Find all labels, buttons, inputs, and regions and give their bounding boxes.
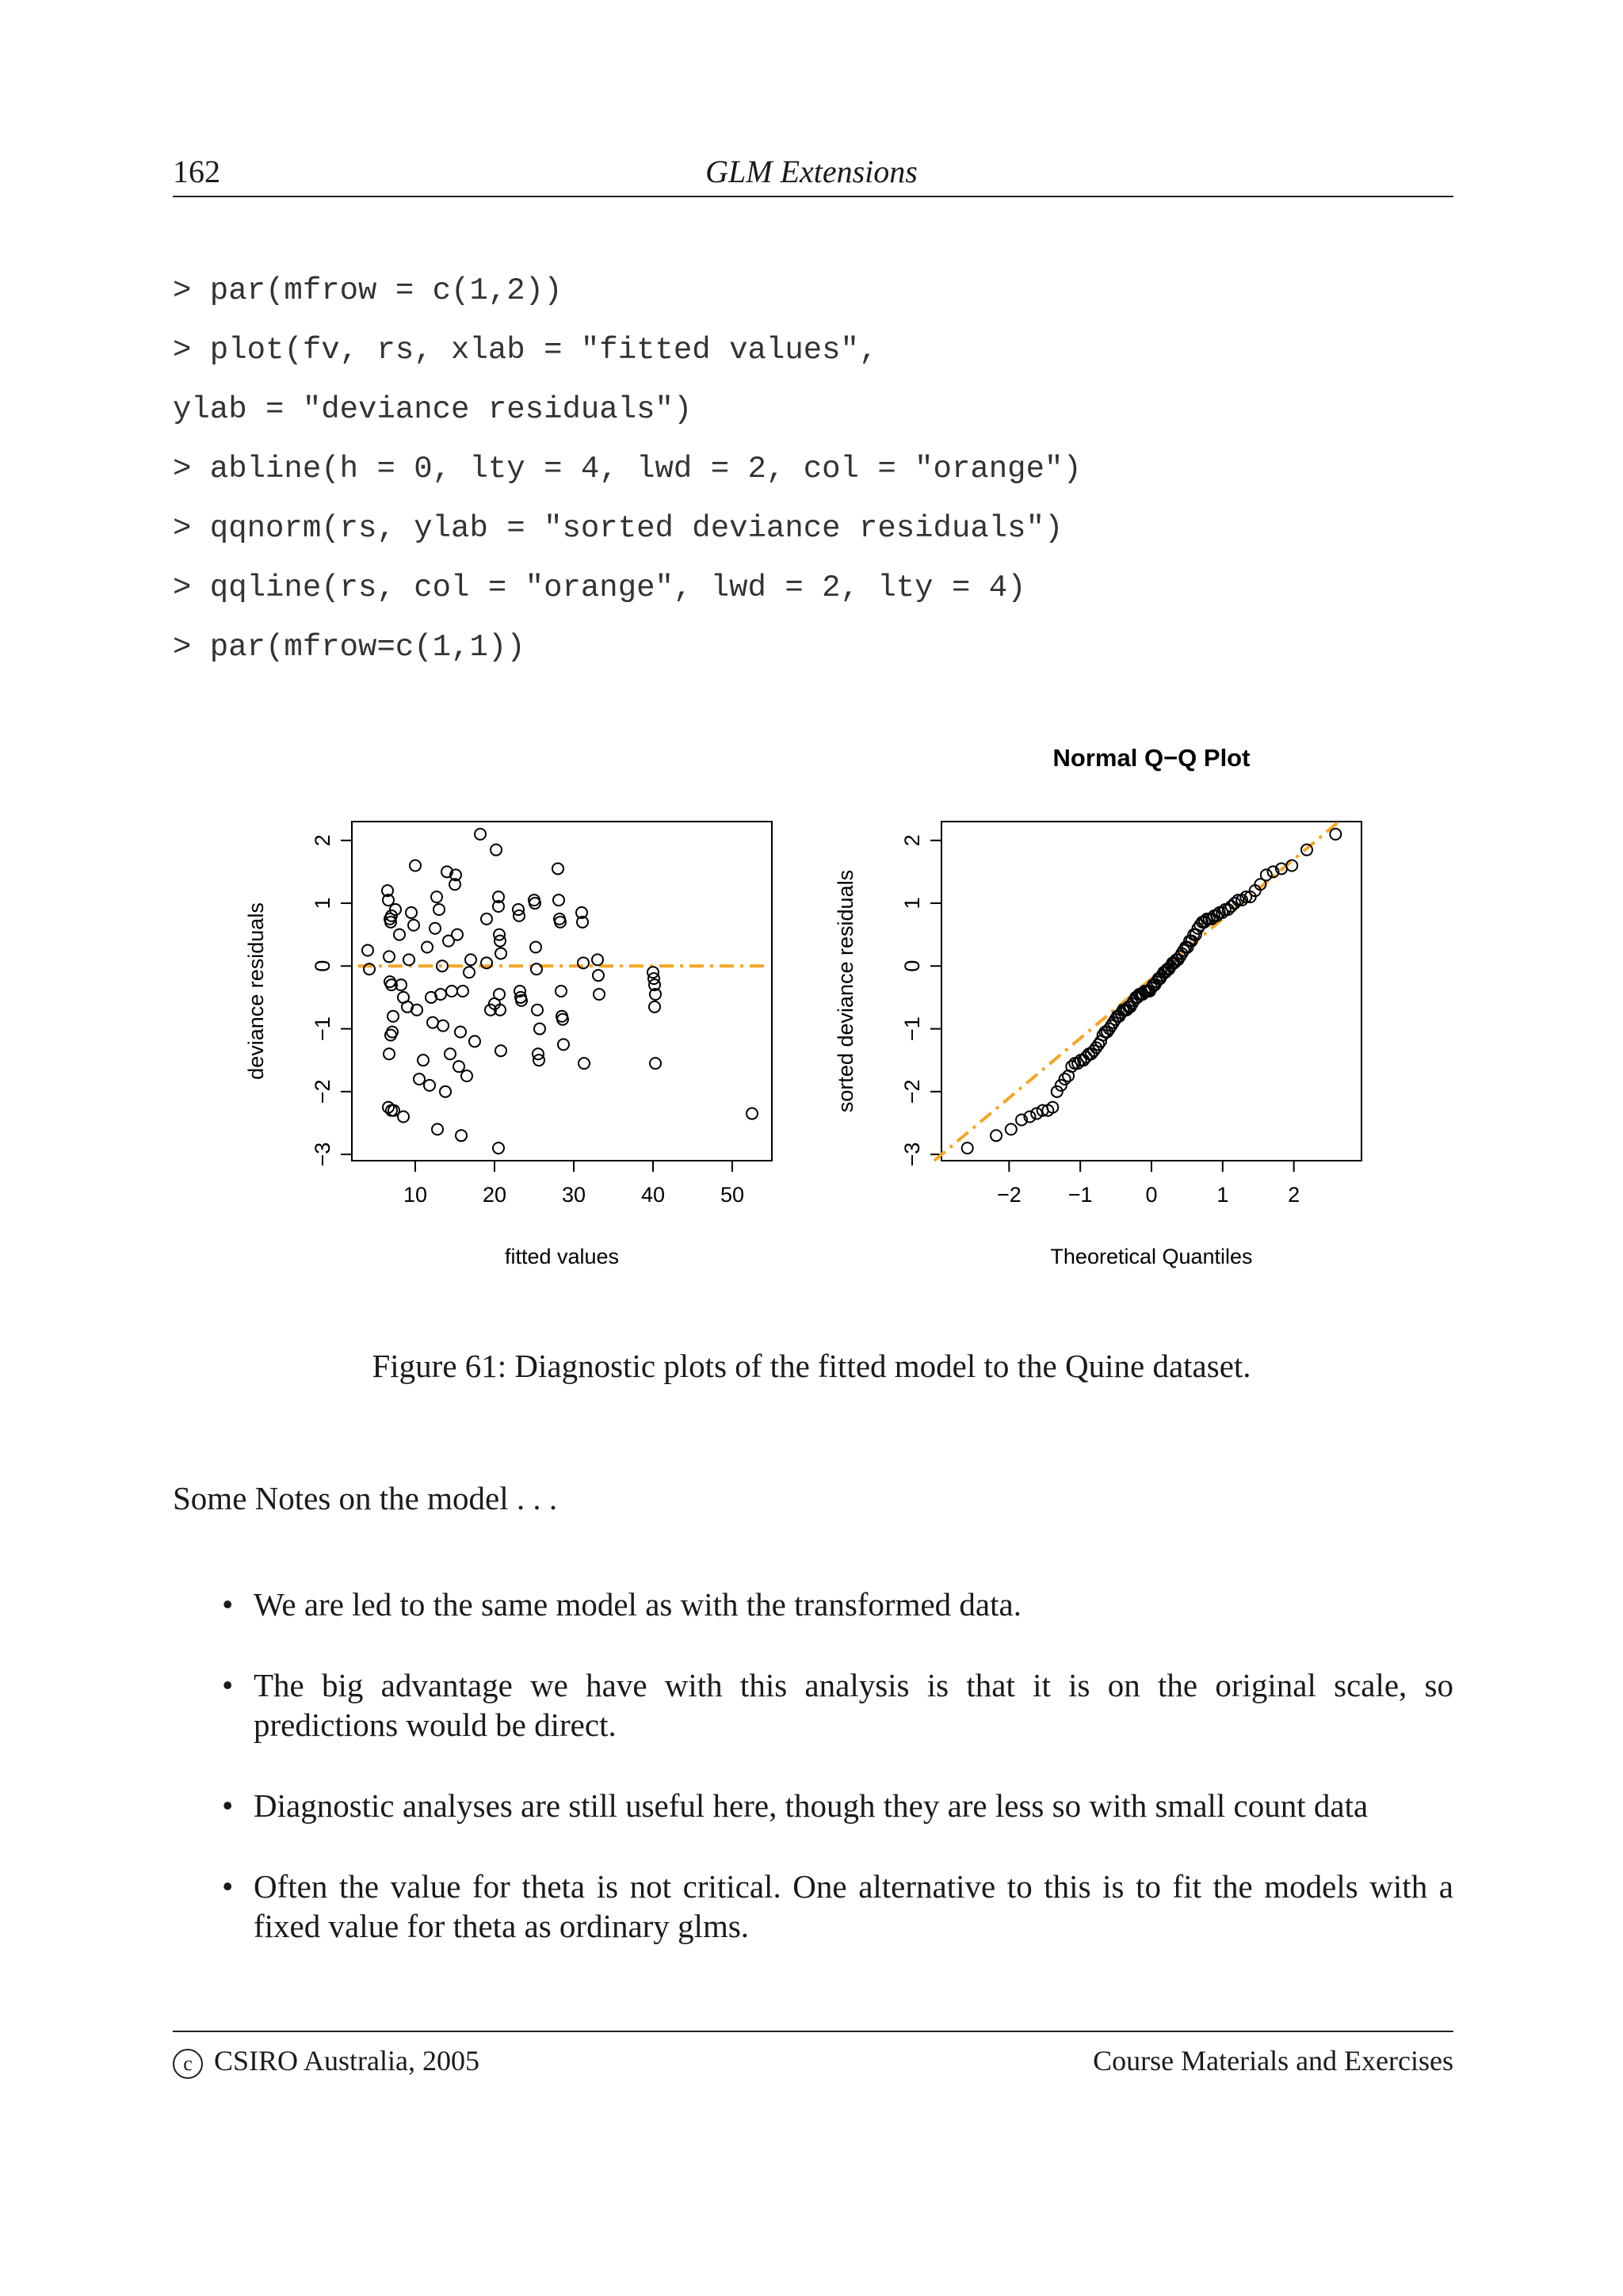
- data-point: [531, 963, 542, 974]
- data-point: [475, 829, 486, 840]
- right-points: [962, 829, 1342, 1154]
- data-point: [495, 1045, 506, 1056]
- data-point: [469, 1035, 480, 1047]
- y-tick-label: 2: [311, 834, 334, 847]
- data-point: [430, 923, 441, 934]
- notes-intro: Some Notes on the model . . .: [173, 1480, 558, 1516]
- bullet-icon: •: [222, 1586, 234, 1623]
- data-point: [553, 894, 564, 906]
- right-y-axis-label: sorted deviance residuals: [834, 869, 857, 1113]
- data-point: [457, 986, 468, 997]
- left-y-axis-label: deviance residuals: [244, 902, 268, 1080]
- residuals-vs-fitted-plot: [244, 822, 772, 1268]
- data-point: [493, 1142, 504, 1154]
- code-line: > plot(fv, rs, xlab = "fitted values",: [173, 333, 878, 368]
- list-item-text: We are led to the same model as with the transformed data.: [254, 1586, 1022, 1623]
- data-point: [445, 1048, 456, 1059]
- data-point: [650, 1058, 661, 1069]
- data-point: [435, 989, 446, 1000]
- data-point: [388, 1011, 399, 1022]
- y-tick-label: −2: [311, 1079, 334, 1104]
- x-tick-label: −2: [996, 1183, 1022, 1207]
- data-point: [593, 970, 604, 981]
- code-line: > qqline(rs, col = "orange", lwd = 2, lty = 4): [173, 570, 1026, 605]
- y-tick-label: 1: [311, 897, 334, 910]
- data-point: [552, 863, 563, 874]
- data-point: [558, 1039, 569, 1050]
- data-point: [422, 942, 433, 953]
- data-point: [446, 986, 457, 997]
- data-point: [1261, 869, 1272, 880]
- list-item-text: The big advantage we have with this analysis is that it is on the original scale, so predictions would be direct.: [254, 1667, 1453, 1743]
- data-point: [440, 1086, 451, 1097]
- data-point: [452, 929, 463, 940]
- data-point: [579, 1058, 590, 1069]
- notes-list: [173, 1585, 1453, 1987]
- left-x-axis-label: fitted values: [504, 1245, 620, 1268]
- footer-copyright: [173, 2044, 479, 2079]
- footer-right-text: Course Materials and Exercises: [1093, 2045, 1453, 2077]
- running-title: GLM Extensions: [705, 154, 918, 189]
- x-tick-label: 1: [1216, 1183, 1229, 1207]
- bullet-icon: •: [222, 1787, 234, 1824]
- page-number: 162: [173, 154, 220, 189]
- data-point: [747, 1108, 758, 1119]
- qq-plot-title: Normal Q−Q Plot: [1052, 744, 1251, 772]
- data-point: [411, 1005, 422, 1016]
- left-points: [362, 829, 758, 1154]
- list-item-text: Diagnostic analyses are still useful here, though they are less so with small count data: [254, 1787, 1369, 1824]
- list-item: [173, 1665, 1453, 1745]
- data-point: [594, 989, 605, 1000]
- data-point: [532, 1005, 543, 1016]
- x-tick-label: −1: [1067, 1183, 1093, 1207]
- x-tick-label: 30: [561, 1183, 586, 1207]
- list-item-text: Often the value for theta is not critical. One alternative to this is to fit the models with a fixed value for theta as ordinary glms.: [254, 1868, 1453, 1944]
- code-line: > par(mfrow = c(1,2)): [173, 273, 563, 308]
- data-point: [481, 913, 492, 925]
- y-tick-label: 1: [900, 897, 924, 910]
- code-block: [173, 261, 1082, 677]
- data-point: [1330, 829, 1341, 840]
- y-tick-label: −1: [311, 1016, 334, 1041]
- y-tick-label: −2: [900, 1079, 924, 1104]
- x-tick-label: 40: [640, 1183, 666, 1207]
- footer-rule: [173, 2031, 1453, 2032]
- data-point: [437, 1020, 449, 1032]
- diagnostic-figure: [214, 733, 1403, 1287]
- data-point: [456, 1130, 467, 1141]
- data-point: [408, 920, 419, 931]
- data-point: [556, 986, 567, 997]
- data-point: [495, 948, 506, 959]
- data-point: [406, 907, 417, 918]
- list-item: [173, 1867, 1453, 1946]
- data-point: [431, 891, 442, 902]
- x-tick-label: 50: [720, 1183, 745, 1207]
- data-point: [424, 1080, 435, 1091]
- list-item: [173, 1585, 1453, 1624]
- x-tick-label: 20: [482, 1183, 507, 1207]
- data-point: [464, 967, 475, 978]
- bullet-icon: •: [222, 1667, 234, 1703]
- data-point: [962, 1142, 973, 1154]
- code-line: ylab = "deviance residuals"): [173, 392, 693, 427]
- data-point: [410, 860, 421, 871]
- normal-qq-plot: [834, 744, 1361, 1268]
- data-point: [403, 954, 414, 965]
- data-point: [432, 1123, 443, 1135]
- data-point: [534, 1024, 545, 1035]
- code-line: > abline(h = 0, lty = 4, lwd = 2, col = "orange"): [173, 452, 1082, 486]
- y-tick-label: −1: [900, 1016, 924, 1041]
- data-point: [398, 1112, 409, 1123]
- code-line: > qqnorm(rs, ylab = "sorted deviance residuals"): [173, 511, 1064, 546]
- data-point: [394, 929, 405, 940]
- y-tick-label: 0: [900, 959, 924, 972]
- data-point: [427, 1017, 438, 1028]
- data-point: [494, 989, 505, 1000]
- data-point: [461, 1070, 472, 1081]
- footer-left-text: CSIRO Australia, 2005: [214, 2045, 480, 2077]
- x-tick-label: 10: [403, 1183, 428, 1207]
- left-axes: [311, 834, 744, 1207]
- x-tick-label: 0: [1145, 1183, 1158, 1207]
- code-line: > par(mfrow=c(1,1)): [173, 630, 525, 665]
- list-item: [173, 1786, 1453, 1825]
- data-point: [384, 951, 395, 962]
- data-point: [530, 942, 541, 953]
- data-point: [384, 1048, 395, 1059]
- data-point: [362, 944, 373, 955]
- data-point: [1006, 1123, 1017, 1135]
- data-point: [418, 1055, 429, 1066]
- data-point: [649, 1001, 660, 1013]
- y-tick-label: 0: [311, 959, 334, 972]
- y-tick-label: −3: [311, 1142, 334, 1167]
- x-tick-label: 2: [1288, 1183, 1300, 1207]
- y-tick-label: −3: [900, 1142, 924, 1167]
- data-point: [455, 1027, 466, 1038]
- right-x-axis-label: Theoretical Quantiles: [1050, 1245, 1253, 1268]
- data-point: [491, 845, 502, 856]
- bullet-icon: •: [222, 1868, 234, 1905]
- data-point: [592, 954, 603, 965]
- data-point: [414, 1074, 425, 1085]
- data-point: [433, 904, 445, 915]
- figure-caption: Figure 61: Diagnostic plots of the fitted model to the Quine dataset.: [372, 1348, 1251, 1384]
- header-rule: [173, 196, 1453, 197]
- y-tick-label: 2: [900, 834, 924, 847]
- data-point: [465, 954, 476, 965]
- data-point: [453, 1061, 464, 1072]
- data-point: [991, 1130, 1002, 1141]
- copyright-icon: c: [173, 2049, 203, 2079]
